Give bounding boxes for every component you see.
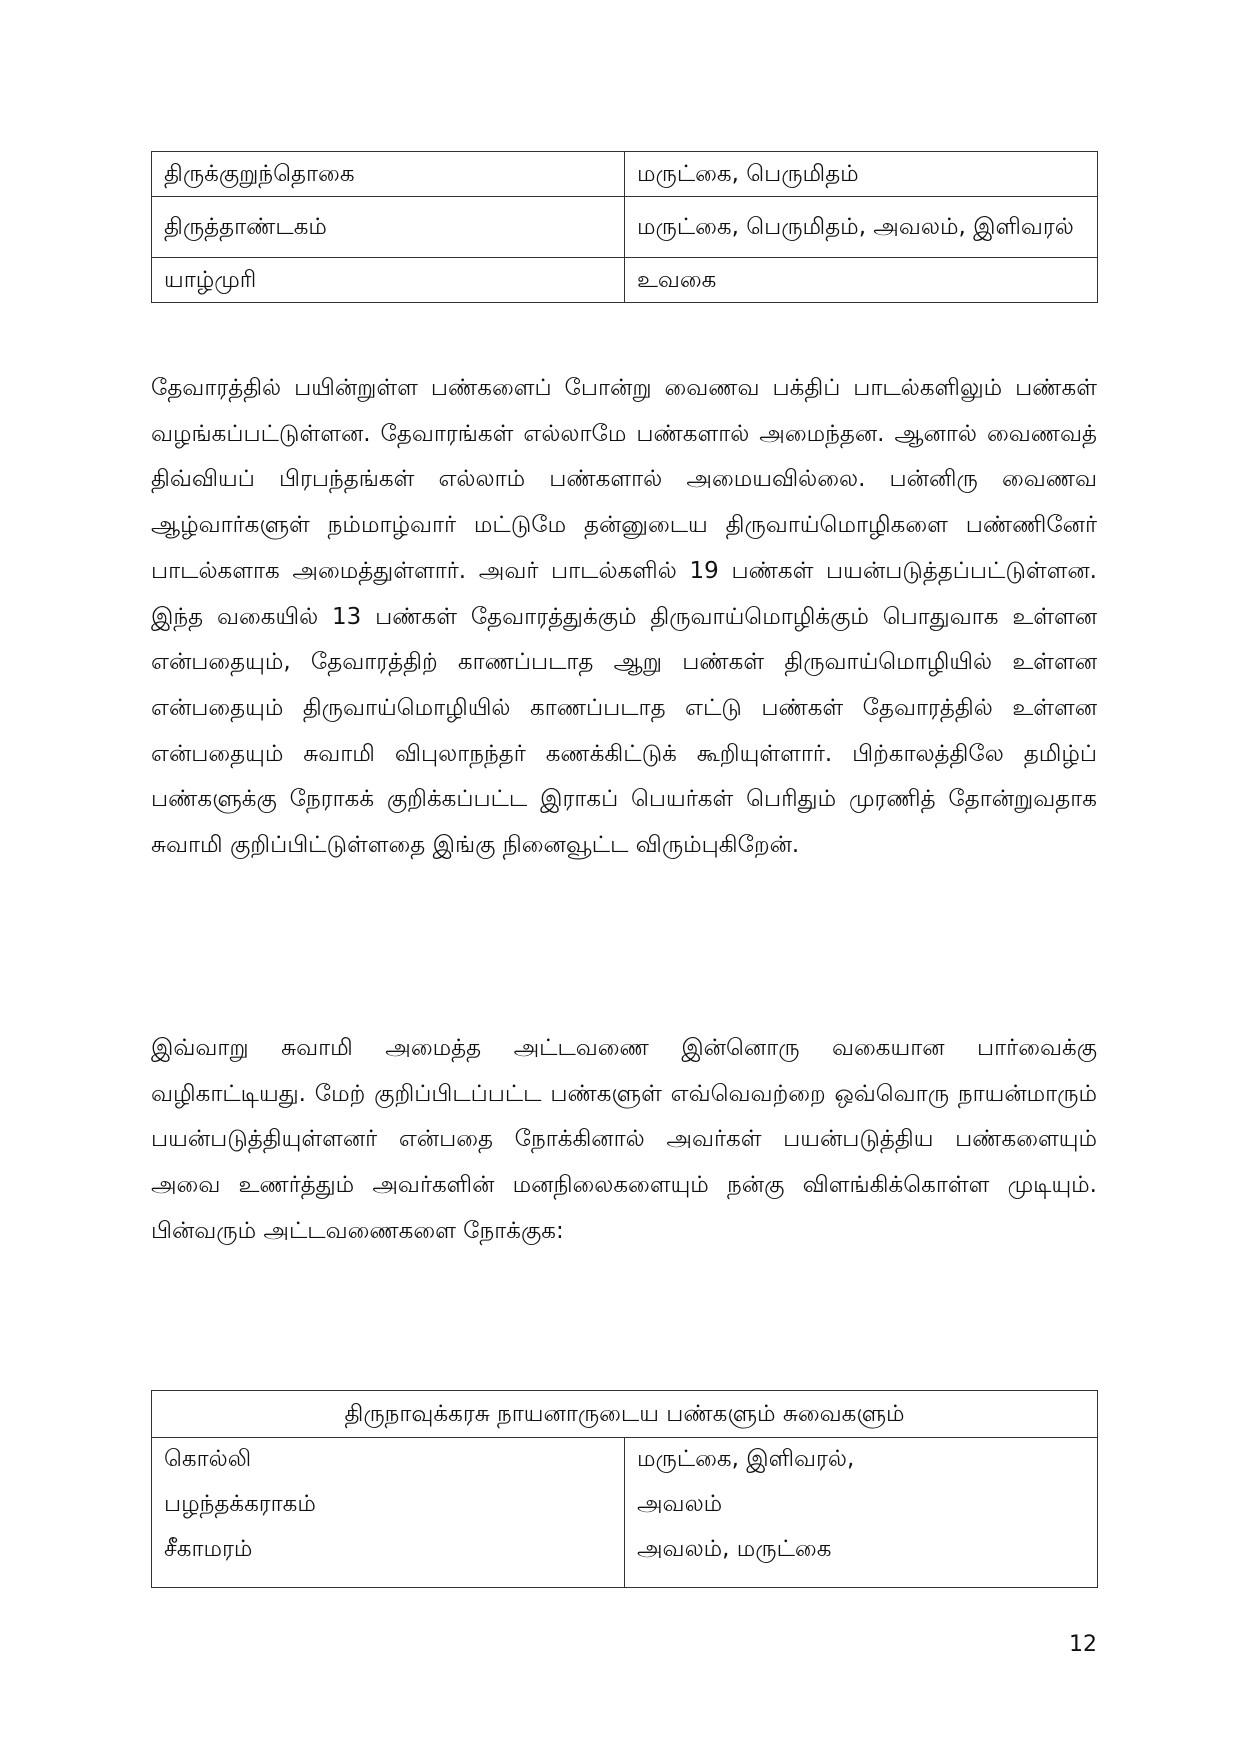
table-row: [152, 1438, 1098, 1588]
pann-cell: யாழ்முரி: [152, 258, 625, 303]
table-heading: திருநாவுக்கரசு நாயனாருடைய பண்களும் சுவைகளும்: [152, 1391, 1098, 1438]
pann-name: பழந்தக்கராகம்: [164, 1491, 316, 1517]
pann-name: சீகாமரம்: [164, 1536, 253, 1562]
table-header-row: [152, 1391, 1098, 1438]
suvai-cell: மருட்கை, பெருமிதம், அவலம், இளிவரல்: [625, 197, 1098, 258]
pann-suvai-table-continued: [151, 151, 1098, 303]
table-row: [152, 152, 1098, 197]
table-row: [152, 197, 1098, 258]
suvai-cell: உவகை: [625, 258, 1098, 303]
page-number: 12: [1069, 1632, 1097, 1657]
suvai-cell: மருட்கை, பெருமிதம்: [625, 152, 1098, 197]
suvai-name: மருட்கை, இளிவரல்,: [637, 1446, 855, 1472]
pann-cell: திருத்தாண்டகம்: [152, 197, 625, 258]
pann-cell: திருக்குறுந்தொகை: [152, 152, 625, 197]
thirunavukkarasar-pann-table: [151, 1390, 1098, 1588]
pann-list-cell: [152, 1438, 625, 1588]
body-paragraph: தேவாரத்தில் பயின்றுள்ள பண்களைப் போன்று வைணவ பக்திப் பாடல்களிலும் பண்கள் வழங்கப்பட்டுள்ளன. தேவாரங்கள் எல்லாமே பண்களால் அமைந்தன. ஆனால் வைணவத் திவ்வியப் பிரபந்தங்கள் எல்லாம் பண்களால் அமையவில்லை. பன்னிரு வைணவ ஆழ்வார்களுள் நம்மாழ்வார் மட்டுமே தன்னுடைய திருவாய்மொழிகளை பண்ணினேர் பாடல்களாக அமைத்துள்ளார். அவர் பாடல்களில் 19 பண்கள் பயன்படுத்தப்பட்டுள்ளன. இந்த வகையில் 13 பண்கள் தேவாரத்துக்கும் திருவாய்மொழிக்கும் பொதுவாக உள்ளன என்பதையும், தேவாரத்திற் காணப்படாத ஆறு பண்கள் திருவாய்மொழியில் உள்ளன என்பதையும் திருவாய்மொழியில் காணப்படாத எட்டு பண்கள் தேவாரத்தில் உள்ளன என்பதையும் சுவாமி விபுலாநந்தர் கணக்கிட்டுக் கூறியுள்ளார். பிற்காலத்திலே தமிழ்ப் பண்களுக்கு நேராகக் குறிக்கப்பட்ட இராகப் பெயர்கள் பெரிதும் முரணித் தோன்றுவதாக சுவாமி குறிப்பிட்டுள்ளதை இங்கு நினைவூட்ட விரும்புகிறேன்.: [151, 375, 1097, 859]
suvai-name: அவலம், மருட்கை: [637, 1536, 832, 1562]
suvai-name: அவலம்: [637, 1491, 723, 1517]
table-row: [152, 258, 1098, 303]
pann-name: கொல்லி: [164, 1446, 252, 1472]
suvai-list-cell: [625, 1438, 1098, 1588]
body-paragraph: இவ்வாறு சுவாமி அமைத்த அட்டவணை இன்னொரு வகையான பார்வைக்கு வழிகாட்டியது. மேற் குறிப்பிடப்பட்ட பண்களுள் எவ்வெவற்றை ஒவ்வொரு நாயன்மாரும் பயன்படுத்தியுள்ளனர் என்பதை நோக்கினால் அவர்கள் பயன்படுத்திய பண்களையும் அவை உணர்த்தும் அவர்களின் மனநிலைகளையும் நன்கு விளங்கிக்கொள்ள முடியும். பின்வரும் அட்டவணைகளை நோக்குக:: [151, 1035, 1097, 1244]
